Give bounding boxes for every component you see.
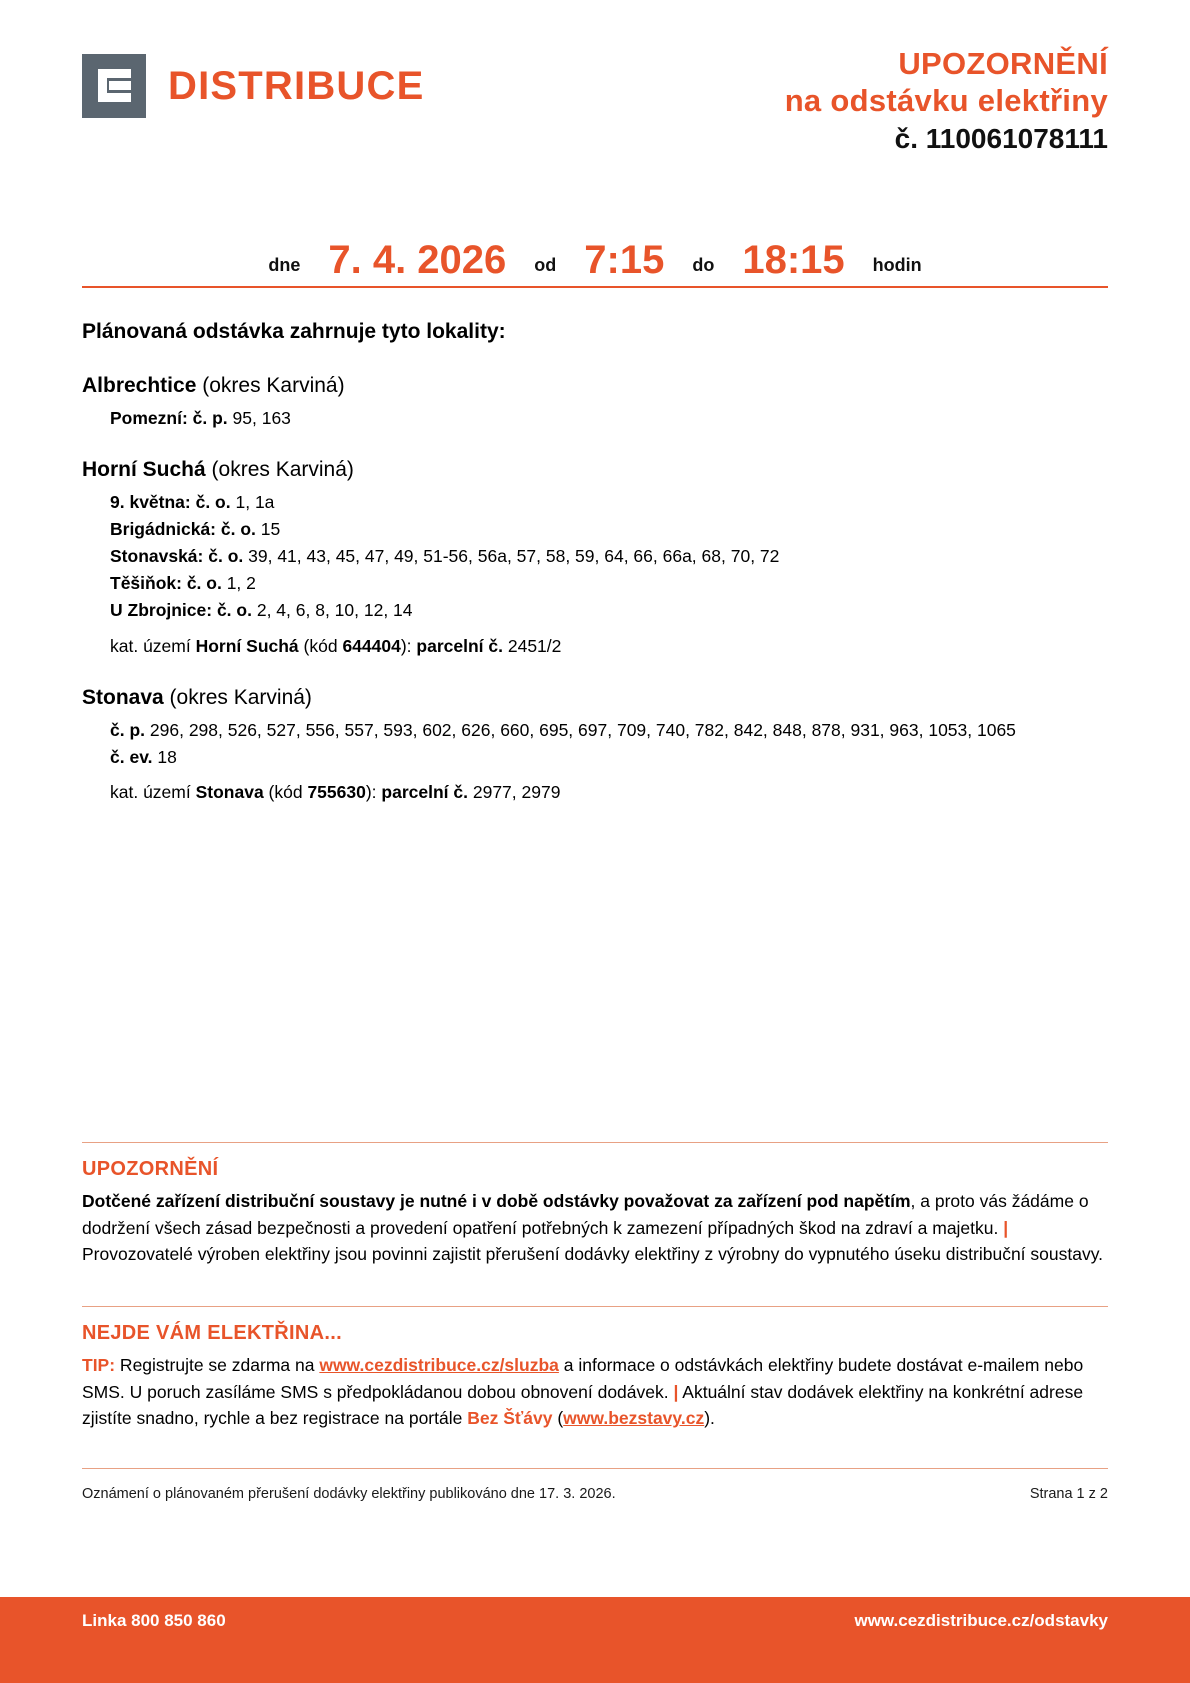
street-entry — [82, 570, 1108, 597]
locality-list — [82, 374, 1108, 806]
outage-time-from: 7:15 — [584, 238, 665, 282]
street-numbers: 18 — [157, 746, 177, 767]
footer-web[interactable]: www.cezdistribuce.cz/odstavky — [854, 1611, 1108, 1630]
locality-title — [82, 374, 1108, 398]
street-label: 9. května: č. o. — [110, 491, 231, 512]
locality-district: (okres Karviná) — [202, 374, 345, 397]
cadastre-entry — [82, 633, 1108, 660]
service-separator: | — [673, 1381, 679, 1402]
street-label: U Zbrojnice: č. o. — [110, 599, 252, 620]
street-numbers: 1, 2 — [226, 572, 256, 593]
cadastre-code-suffix: ): — [400, 635, 417, 656]
brand-name: DISTRIBUCE — [168, 63, 425, 108]
service-text-4: ( — [552, 1408, 564, 1429]
cadastre-prefix: kat. území — [110, 635, 196, 656]
warning-separator: | — [1003, 1217, 1009, 1238]
section-intro: Plánovaná odstávka zahrnuje tyto lokality: — [82, 320, 506, 343]
outage-datetime-bar — [82, 222, 1108, 288]
service-text-2: a informace o odstávkách elektřiny budete dostávat e-mailem nebo SMS. U poruch zasíláme SMS s předpokládanou dobou obnovení dodávek. — [82, 1355, 1084, 1402]
locality-title — [82, 686, 1108, 710]
street-entry — [82, 405, 1108, 432]
street-entry — [82, 516, 1108, 543]
document-header — [82, 46, 1108, 176]
locality-municipality: Horní Suchá — [82, 457, 206, 481]
street-entry — [82, 543, 1108, 570]
cadastre-code-prefix: (kód — [298, 635, 343, 656]
street-label: Těšiňok: č. o. — [110, 572, 222, 593]
label-hours: hodin — [872, 255, 922, 275]
street-numbers: 296, 298, 526, 527, 556, 557, 593, 602, 626, 660, 695, 697, 709, 740, 782, 842, 848, 878, 931, 963, 1053, 1065 — [149, 719, 1016, 740]
footer-phone: Linka 800 850 860 — [82, 1611, 226, 1630]
locality-block — [82, 374, 1108, 432]
locality-block — [82, 458, 1108, 660]
divider-bottom — [82, 1468, 1108, 1469]
street-label: Stonavská: č. o. — [110, 545, 244, 566]
link-bezstavy[interactable]: www.bezstavy.cz — [563, 1408, 705, 1429]
divider-top — [82, 1142, 1108, 1143]
divider-middle — [82, 1306, 1108, 1307]
cadastre-code-prefix: (kód — [263, 782, 308, 803]
street-entry — [82, 744, 1108, 771]
cadastre-code: 644404 — [342, 635, 401, 656]
service-notice-body — [82, 1352, 1108, 1432]
street-label: č. ev. — [110, 746, 153, 767]
parcel-numbers: 2977, 2979 — [472, 782, 561, 803]
cadastre-code-suffix: ): — [365, 782, 382, 803]
outage-time-to: 18:15 — [742, 238, 845, 282]
street-numbers: 95, 163 — [232, 408, 291, 428]
link-cezdistribuce-sluzba[interactable]: www.cezdistribuce.cz/sluzba — [319, 1355, 559, 1375]
warning-text-second: Provozovatelé výroben elektřiny jsou povinni zajistit přerušení dodávky elektřiny z výrobny do vypnutého úseku distribuční soustavy. — [82, 1244, 1104, 1265]
street-label: Pomezní: č. p. — [110, 408, 228, 428]
service-text-5: ). — [704, 1408, 715, 1429]
publication-note: Oznámení o plánovaném přerušení dodávky elektřiny publikováno dne 17. 3. 2026. — [82, 1486, 616, 1502]
publication-row — [82, 1486, 1108, 1502]
label-date: dne — [268, 255, 301, 275]
locality-title — [82, 458, 1108, 482]
cadastre-area-name: Horní Suchá — [195, 635, 299, 656]
street-numbers: 15 — [260, 518, 281, 539]
cadastre-prefix: kat. území — [110, 782, 196, 803]
service-text-3: Aktuální stav dodávek elektřiny na konkrétní adrese zjistíte snadno, rychle a bez registrace na portále — [82, 1381, 1084, 1429]
street-entry — [82, 597, 1108, 624]
street-numbers: 39, 41, 43, 45, 47, 49, 51-56, 56a, 57, 58, 59, 64, 66, 66a, 68, 70, 72 — [248, 545, 780, 566]
label-from: od — [534, 255, 557, 275]
service-notice-block — [82, 1322, 1108, 1432]
outage-date: 7. 4. 2026 — [328, 238, 507, 282]
street-entry — [82, 717, 1108, 744]
label-to: do — [692, 255, 715, 275]
parcel-label: parcelní č. — [381, 782, 473, 803]
street-numbers: 1, 1a — [235, 491, 275, 512]
notice-number: č. 110061078111 — [894, 123, 1108, 155]
locality-district: (okres Karviná) — [169, 685, 312, 709]
brand-logo — [82, 54, 424, 118]
warning-notice-body — [82, 1188, 1108, 1268]
street-numbers: 2, 4, 6, 8, 10, 12, 14 — [256, 599, 413, 620]
parcel-label: parcelní č. — [416, 635, 508, 656]
cadastre-area-name: Stonava — [195, 782, 264, 803]
street-label: Brigádnická: č. o. — [110, 518, 256, 539]
street-label: č. p. — [110, 719, 146, 740]
cadastre-entry — [82, 779, 1108, 806]
page-indicator: Strana 1 z 2 — [1029, 1486, 1108, 1502]
parcel-numbers: 2451/2 — [507, 635, 562, 656]
cadastre-code: 755630 — [307, 782, 366, 803]
warning-lead-text: Dotčené zařízení distribuční soustavy je nutné i v době odstávky považovat za zařízení pod napětím — [82, 1191, 911, 1211]
cez-logo-icon — [82, 54, 146, 118]
locality-block — [82, 686, 1108, 807]
footer-bar — [0, 1597, 1190, 1683]
locality-municipality: Stonava — [82, 685, 164, 709]
service-notice-heading: NEJDE VÁM ELEKTŘINA... — [82, 1322, 342, 1344]
locality-municipality: Albrechtice — [82, 374, 197, 397]
warning-text-after: , a proto vás žádáme o dodržení všech zásad bezpečnosti a provedení opatření potřebných k zamezení případných škod na zdraví a majetku. — [82, 1191, 1089, 1238]
page-title: UPOZORNĚNÍ — [898, 46, 1108, 81]
service-text-1: Registrujte se zdarma na — [115, 1355, 320, 1375]
portal-name-bez-stavy: Bez Šťávy — [467, 1408, 553, 1429]
header-title-group — [785, 46, 1108, 156]
locality-list-section — [82, 320, 1108, 832]
locality-district: (okres Karviná) — [211, 457, 354, 481]
warning-notice-heading: UPOZORNĚNÍ — [82, 1158, 219, 1180]
page-subtitle: na odstávku elektřiny — [784, 82, 1108, 118]
warning-notice-block — [82, 1158, 1108, 1268]
street-entry — [82, 489, 1108, 516]
tip-label: TIP: — [82, 1355, 116, 1375]
